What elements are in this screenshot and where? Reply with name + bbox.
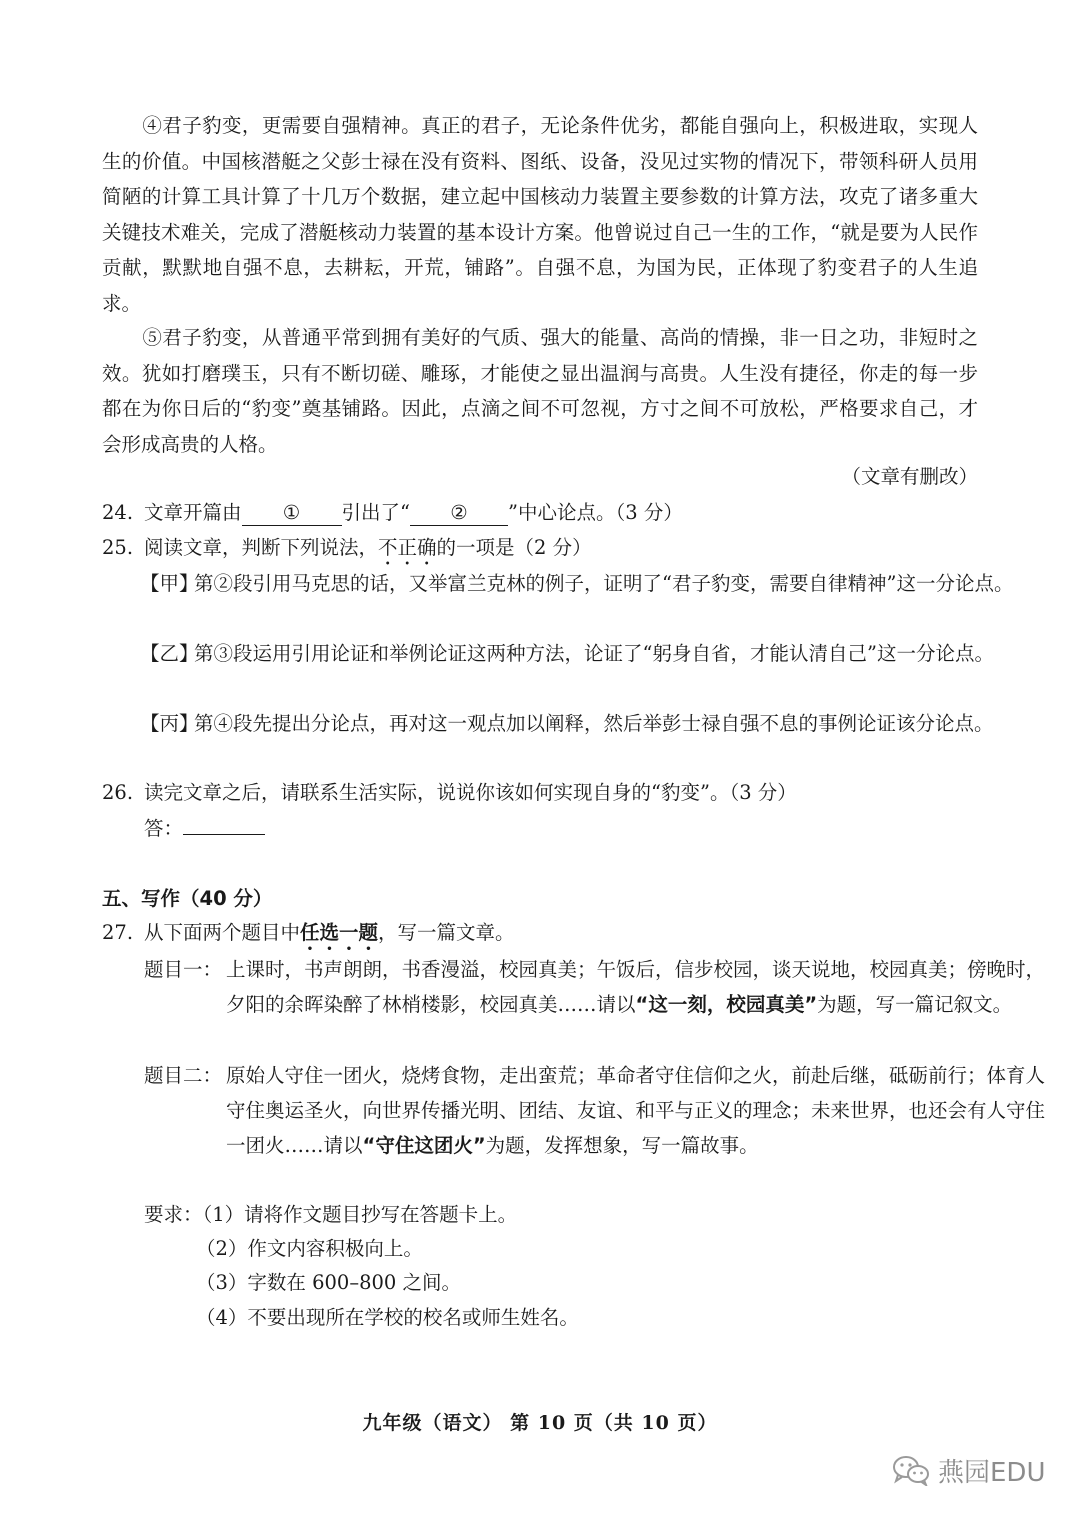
answer-line: 答：	[144, 814, 265, 844]
watermark	[892, 1450, 1045, 1490]
answer-blank-26[interactable]	[183, 834, 265, 835]
requirement-2: （2）作文内容积极向上。	[196, 1237, 423, 1260]
watermark-text: 燕园EDU	[938, 1457, 1046, 1488]
answer-blank-1[interactable]: ①	[242, 501, 342, 526]
topic-2-title: “守住这团火”	[362, 1134, 486, 1157]
article-paragraph-5: ⑤君子豹变，从普通平常到拥有美好的气质、强大的能量、高尚的情操，非一日之功，非短时之效。犹如打磨璞玉，只有不断切磋、雕琢，才能使之显出温润与高贵。人生没有捷径，你走的每一步都在为你日后的“豹变”奠基铺路。因此，点滴之间不可忽视，方寸之间不可放松，严格要求自己，才会形成高贵的人格。	[102, 326, 978, 456]
requirement-1: 要求：（1）请将作文题目抄写在答题卡上。	[144, 1203, 518, 1226]
requirement-4: （4）不要出现所在学校的校名或师生姓名。	[196, 1306, 579, 1329]
answer-blank-2[interactable]: ②	[410, 501, 508, 526]
topic-1: 题目一： 上课时，书声朗朗，书香漫溢，校园真美；午饭后，信步校园，谈天说地，校园真美；傍晚时，夕阳的余晖染醉了林梢楼影，校园真美……请以“这一刻，校园真美”为题，写一篇记叙文。	[144, 958, 1046, 1016]
question-24: 24. 文章开篇由 ① 引出了“ ② ”中心论点。（3 分）	[102, 501, 683, 524]
option-yi: 【乙】第③段运用引用论证和举例论证这两种方法，论证了“躬身自省，才能认清自己”这一分论点。	[140, 642, 994, 665]
emphasis-not-correct: 不正确	[378, 536, 437, 559]
question-25: 25. 阅读文章，判断下列说法，不正确的一项是（2 分）	[102, 536, 592, 559]
option-bing: 【丙】第④段先提出分论点，再对这一观点加以阐释，然后举彭士禄自强不息的事例论证该分论点。	[140, 712, 994, 735]
question-26: 26. 读完文章之后，请联系生活实际，说说你该如何实现自身的“豹变”。（3 分）	[102, 781, 797, 804]
article-paragraph-4: ④君子豹变，更需要自强精神。真正的君子，无论条件优劣，都能自强向上，积极进取，实现人生的价值。中国核潜艇之父彭士禄在没有资料、图纸、设备，没见过实物的情况下，带领科研人员用简陋的计算工具计算了十几万个数据，建立起中国核动力装置主要参数的计算方法，攻克了诸多重大关键技术难关，完成了潜艇核动力装置的基本设计方案。他曾说过自己一生的工作，“就是要为人民作贡献，默默地自强不息，去耕耘，开荒，铺路”。自强不息，为国为民，正体现了豹变君子的人生追求。	[102, 114, 978, 315]
source-note: （文章有删改）	[841, 465, 978, 488]
wechat-icon	[892, 1454, 930, 1486]
section-title: 五、写作（40 分）	[102, 887, 273, 910]
option-jia: 【甲】第②段引用马克思的话，又举富兰克林的例子，证明了“君子豹变，需要自律精神”这一分论点。	[140, 572, 1014, 595]
topic-1-title: “这一刻，校园真美”	[635, 993, 818, 1016]
question-27: 27. 从下面两个题目中任选一题，写一篇文章。	[102, 921, 515, 944]
emphasis-choose-one: 任选一题	[300, 921, 379, 944]
requirement-3: （3）字数在 600–800 之间。	[196, 1271, 461, 1294]
topic-2: 题目二： 原始人守住一团火，烧烤食物，走出蛮荒；革命者守住信仰之火，前赴后继，砥砺前行；体育人守住奥运圣火，向世界传播光明、团结、友谊、和平与正义的理念；未来世界，也还会有人守住一团火……请以“守住这团火”为题，发挥想象，写一篇故事。	[144, 1064, 1046, 1157]
page-footer: 九年级（语文） 第 10 页（共 10 页）	[362, 1412, 718, 1434]
